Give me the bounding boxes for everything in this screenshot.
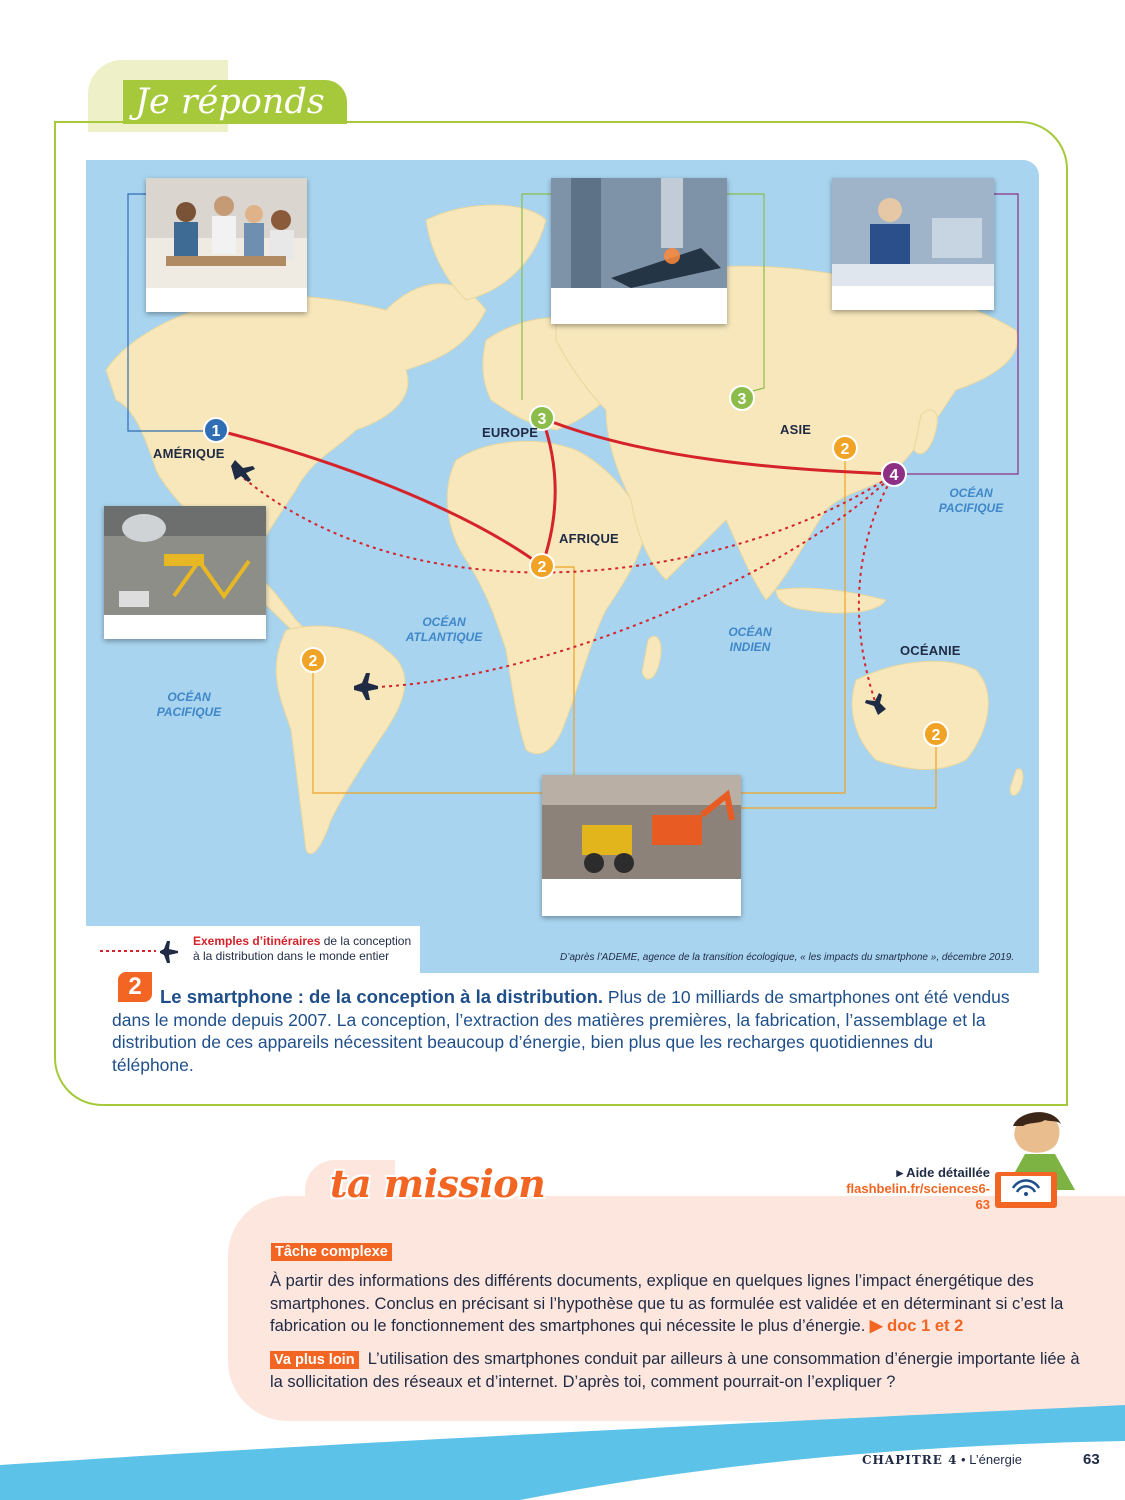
svg-text:1: 1 <box>211 423 221 440</box>
label-ocean-indien: OCÉAN INDIEN <box>728 625 772 654</box>
svg-text:3: 3 <box>737 391 747 408</box>
svg-text:2: 2 <box>308 653 318 670</box>
marker-2-africa <box>530 554 554 578</box>
marker-3-asia <box>730 386 754 410</box>
card-extraction <box>542 775 741 916</box>
card-assemblage <box>832 178 994 310</box>
new-zealand-shape <box>1010 769 1023 796</box>
card-transport <box>104 506 266 639</box>
legend-text: Exemples d’itinéraires de la conception à la distribution dans le monde entier <box>193 934 412 963</box>
mission-title: ta mission <box>330 1161 546 1206</box>
document-number: 2 <box>118 972 152 1002</box>
card-conception <box>146 178 307 312</box>
fabrication-photo <box>551 178 727 288</box>
aide-label: ▸ Aide détaillée <box>896 1165 990 1180</box>
transport-photo <box>104 506 266 615</box>
marker-2-south-america <box>301 648 325 672</box>
doc-reference-link[interactable]: ▶ doc 1 et 2 <box>869 1317 964 1335</box>
svg-text:2: 2 <box>537 559 547 576</box>
map-source: D’après l’ADEME, agence de la transition écologique, « les impacts du smartphone », décembre 2019. <box>560 952 1015 963</box>
tache-complexe-tag: Tâche complexe <box>271 1243 392 1261</box>
svg-text:2: 2 <box>840 441 850 458</box>
assemblage-photo <box>832 178 994 286</box>
madagascar-shape <box>642 636 661 679</box>
footer-chapter: CHAPITRE 4 • L’énergie <box>862 1452 1022 1467</box>
section-title: Je réponds <box>123 80 347 124</box>
legend-route-icon <box>96 932 186 972</box>
document-text: Plus de 10 milliards de smartphones ont été vendus dans le monde depuis 2007. La conception, l’extraction des matières premières, la fabrication, l’assemblage et la distribution de ces appareils nécessitent beaucoup d’énergie, bien plus que les recharges quotidiennes du téléphone. <box>112 987 1010 1075</box>
australia-shape <box>852 661 988 769</box>
label-asie: ASIE <box>780 422 812 437</box>
label-oceanie: OCÉANIE <box>900 643 961 658</box>
africa-shape <box>447 441 646 753</box>
label-ocean-pacifique-west: OCÉAN PACIFIQUE <box>156 690 222 719</box>
label-ocean-pacifique-east: OCÉAN PACIFIQUE <box>938 486 1004 515</box>
svg-text:3: 3 <box>537 411 547 428</box>
marker-2-asia <box>833 436 857 460</box>
svg-text:4: 4 <box>889 467 899 484</box>
label-amerique: AMÉRIQUE <box>153 446 225 461</box>
va-plus-loin-text: L’utilisation des smartphones conduit par ailleurs à une consommation d’énergie importante liée à la sollicitation des réseaux et d’internet. D’après toi, comment pourrait-on l’expliquer ? <box>270 1350 1080 1391</box>
south-america-shape <box>276 626 405 854</box>
indonesia-shape <box>776 588 886 613</box>
marker-1 <box>204 418 228 442</box>
label-afrique: AFRIQUE <box>559 531 619 546</box>
extraction-photo <box>542 775 741 879</box>
page-number: 63 <box>1083 1451 1100 1468</box>
card-fabrication <box>551 178 727 324</box>
document-caption <box>112 986 1012 1076</box>
va-plus-loin-tag: Va plus loin <box>270 1351 359 1369</box>
conception-photo <box>146 178 307 288</box>
va-plus-loin <box>270 1348 1080 1393</box>
document-title: Le smartphone : de la conception à la distribution. <box>160 986 604 1007</box>
student-illustration <box>995 1110 1087 1210</box>
marker-4 <box>882 462 906 486</box>
world-map <box>86 160 1039 973</box>
tache-complexe-text: À partir des informations des différents documents, explique en quelques lignes l’impact énergétique des smartphones. Conclus en précisant si l’hypothèse que tu as formulée est validée et en déterminant si c’est la fabrication ou le fonctionnement des smartphones qui nécessite le plus d’énergie. ▶ doc 1 et 2 <box>270 1272 1064 1335</box>
aide-link[interactable]: flashbelin.fr/sciences6-63 <box>846 1181 990 1212</box>
marker-2-australia <box>924 722 948 746</box>
label-ocean-atlantique: OCÉAN ATLANTIQUE <box>405 615 483 644</box>
aide-detaillee <box>840 1165 990 1213</box>
label-europe: EUROPE <box>482 425 539 440</box>
svg-text:2: 2 <box>931 727 941 744</box>
